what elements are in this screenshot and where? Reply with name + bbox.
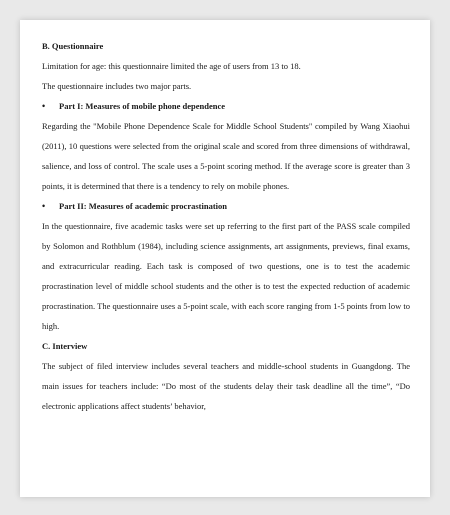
- questionnaire-intro: The questionnaire includes two major parts.: [42, 81, 192, 91]
- section-c-heading: C. Interview: [42, 341, 88, 351]
- document-content: [42, 36, 410, 416]
- part2-heading: [42, 196, 410, 216]
- part1-heading: [42, 96, 410, 116]
- age-limit-text: Limitation for age: this questionnaire limited the age of users from 13 to 18.: [42, 61, 301, 71]
- part1-title: Part I: Measures of mobile phone dependence: [59, 101, 226, 111]
- bullet-icon: •: [42, 101, 46, 111]
- section-c-body: The subject of filed interview includes several teachers and middle-school students in Guangdong. The main issues for teachers include: “Do most of the students delay their task deadline all the time”, “Do electronic applications affect students’ behavior,: [42, 361, 410, 411]
- document-page: [20, 20, 430, 497]
- part1-body: Regarding the "Mobile Phone Dependence Scale for Middle School Students" compiled by Wang Xiaohui (2011), 10 questions were selected from the original scale and scored from three dimensions of withdrawal, salience, and loss of control. The scale uses a 5-point scoring method. If the average score is greater than 3 points, it is determined that there is a tendency to rely on mobile phones.: [42, 121, 410, 191]
- part2-body: In the questionnaire, five academic tasks were set up referring to the first part of the PASS scale compiled by Solomon and Rothblum (1984), including science assignments, art assignments, previews, final exams, and extracurricular reading. Each task is composed of two questions, one is to test the academic procrastination level of middle school students and the other is to test the expected reduction of academic procrastination. The questionnaire uses a 5-point scale, with each score ranging from 1-5 points from low to high.: [42, 221, 410, 331]
- bullet-icon: •: [42, 201, 46, 211]
- section-b-heading: B. Questionnaire: [42, 41, 104, 51]
- part2-title: Part II: Measures of academic procrastination: [59, 201, 228, 211]
